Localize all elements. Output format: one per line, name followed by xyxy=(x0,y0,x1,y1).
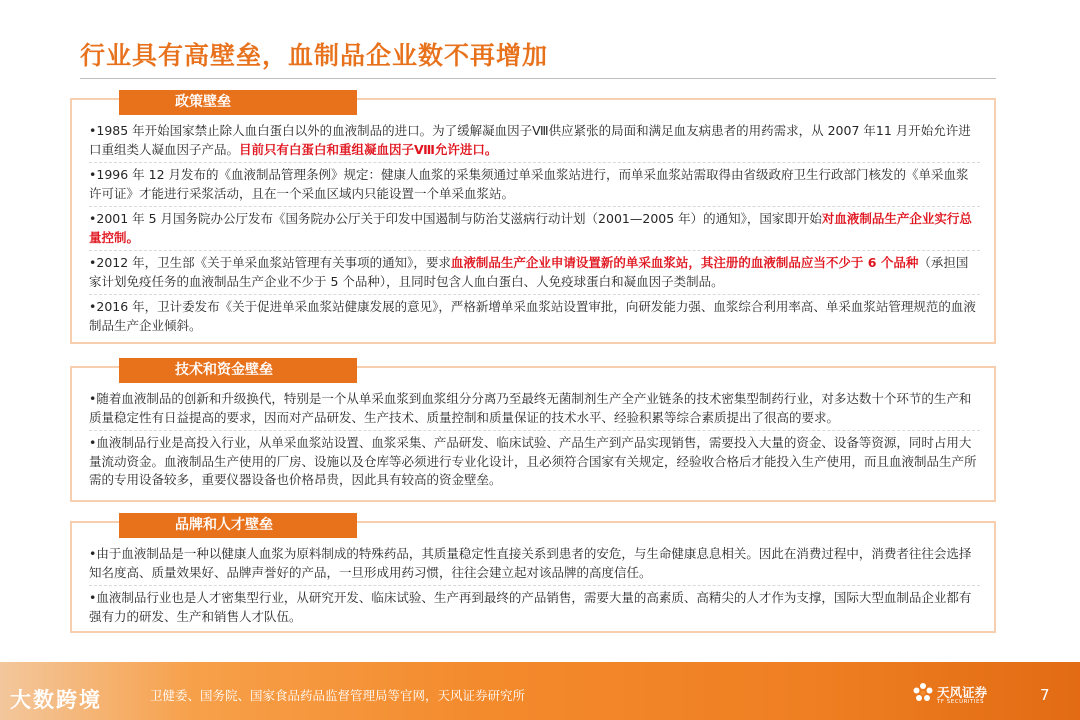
bullet-text: •血液制品行业也是人才密集型行业，从研究开发、临床试验、生产再到最终的产品销售，需要大量的高素质、高精尖的人才作为支撑，国际大型血制品企业都有强有力的研发、生产和销售人才队伍。 xyxy=(89,590,972,624)
logo-english-text: TF SECURITIES xyxy=(937,699,984,705)
footer-source: 卫健委、国务院、国家食品药品监督管理局等官网，天风证券研究所 xyxy=(150,688,526,703)
bullet-item xyxy=(89,589,980,629)
bullet-text: •2001 年 5 月国务院办公厅发布《国务院办公厅关于印发中国遏制与防治艾滋病行动计划（2001—2005 年）的通知》，国家即开始 xyxy=(89,211,822,226)
page-number: 7 xyxy=(1040,686,1050,704)
flower-logo-icon xyxy=(912,682,934,704)
bullet-item xyxy=(89,122,980,163)
bullet-text: •由于血液制品是一种以健康人血浆为原料制成的特殊药品，其质量稳定性直接关系到患者的安危，与生命健康息息相关。因此在消费过程中，消费者往往会选择知名度高、质量效果好、品牌声誉好的产品，一旦形成用药习惯，往往会建立起对该品牌的高度信任。 xyxy=(89,546,972,580)
highlighted-text: 目前只有白蛋白和重组凝血因子Ⅷ允许进口。 xyxy=(239,141,498,157)
bullet-text: •1996 年 12 月发布的《血液制品管理条例》规定：健康人血浆的采集须通过单采血浆站进行，而单采血浆站需取得由省级政府卫生行政部门核发的《单采血浆许可证》才能进行采浆活动，且在一个采血区域内只能设置一个单采血浆站。 xyxy=(89,167,969,201)
panel-heading-brand-talent: 品牌和人才壁垒 xyxy=(119,513,357,538)
page-title: 行业具有高壁垒，血制品企业数不再增加 xyxy=(80,41,549,70)
panel-body-brand-talent xyxy=(89,545,980,623)
panel-body-tech-capital xyxy=(89,390,980,492)
bullet-item xyxy=(89,545,980,586)
panel-brand-talent xyxy=(70,517,996,633)
highlighted-text: 血液制品生产企业申请设置新的单采血浆站，其注册的血液制品应当不少于 6 个品种 xyxy=(450,255,919,270)
highlighted-text: 对血液制品生产企业实行总量控制。 xyxy=(89,211,972,245)
bullet-text: （承担国家计划免疫任务的血液制品生产企业不少于 5 个品种），且同时包含人血白蛋白、人免疫球蛋白和凝血因子类制品。 xyxy=(89,255,969,289)
panel-policy xyxy=(70,94,996,344)
bullet-text: •1985 年开始国家禁止除人血白蛋白以外的血液制品的进口。为了缓解凝血因子Ⅷ供应紧张的局面和满足血友病患者的用药需求，从 2007 年11 月开始允许进口重组类人凝血因子产品。 xyxy=(89,123,971,157)
bullet-item xyxy=(89,434,980,493)
bullet-item xyxy=(89,254,980,295)
bullet-text: •随着血液制品的创新和升级换代，特别是一个从单采血浆到血浆组分分离乃至最终无菌制剂生产全产业链条的技术密集型制药行业，对多达数十个环节的生产和质量稳定性有日益提高的要求，因而对产品研发、生产技术、质量控制和质量保证的技术水平、经验积累等综合素质提出了很高的要求。 xyxy=(89,391,972,425)
bullet-text: •2016 年，卫计委发布《关于促进单采血浆站健康发展的意见》，严格新增单采血浆站设置审批，向研发能力强、血浆综合利用率高、单采血浆站管理规范的血液制品生产企业倾斜。 xyxy=(89,299,976,333)
bullet-item xyxy=(89,298,980,338)
bullet-text: •血液制品行业是高投入行业，从单采血浆站设置、血浆采集、产品研发、临床试验、产品生产到产品实现销售，需要投入大量的资金、设备等资源，同时占用大量流动资金。血液制品生产使用的厂房、设施以及仓库等必须进行专业化设计，且必须符合国家有关规定，经验收合格后才能投入生产使用，而且血液制品生产所需的专用设备较多，重要仪器设备也价格昂贵，因此具有较高的资金壁垒。 xyxy=(89,435,977,487)
panel-body-policy xyxy=(89,122,980,334)
panel-heading-tech-capital: 技术和资金壁垒 xyxy=(119,358,357,383)
logo-chinese-text: 天风证券 xyxy=(937,685,988,700)
watermark-text: 大数跨境 xyxy=(10,688,102,712)
panel-heading-policy: 政策壁垒 xyxy=(119,90,357,115)
bullet-item xyxy=(89,210,980,251)
company-logo xyxy=(912,680,992,708)
bullet-text: •2012 年，卫生部《关于单采血浆站管理有关事项的通知》，要求 xyxy=(89,255,451,270)
bullet-item xyxy=(89,390,980,431)
panel-tech-capital xyxy=(70,362,996,502)
bullet-item xyxy=(89,166,980,207)
title-divider xyxy=(80,78,996,79)
